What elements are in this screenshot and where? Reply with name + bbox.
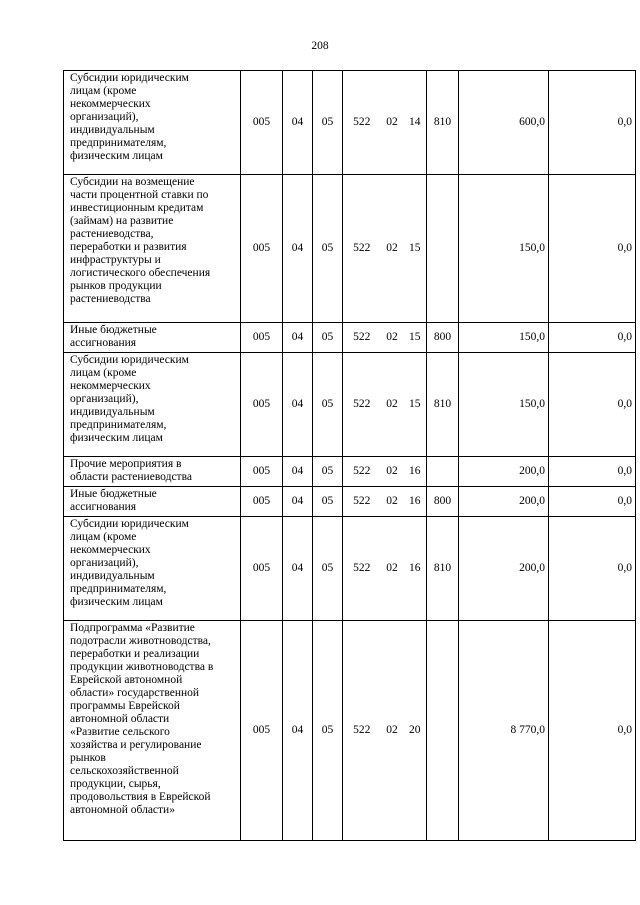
row-name-line: рынков продукции [70, 280, 162, 292]
row-name-line: инфраструктуры и [70, 254, 161, 266]
target-article-item: 15 [404, 353, 427, 457]
target-article-program: 522 [343, 71, 381, 175]
row-name-line: Субсидии юридическим [70, 518, 189, 530]
target-article-program: 522 [343, 323, 381, 353]
target-article-program: 522 [343, 517, 381, 621]
row-name-line: предпринимателям, [70, 137, 167, 149]
row-name-line: рынков [70, 752, 106, 764]
target-article-item: 20 [404, 621, 427, 841]
row-name-line: хозяйства и регулирование [70, 739, 202, 751]
section-code: 04 [283, 353, 313, 457]
row-name [64, 487, 241, 517]
amount-second: 0,0 [549, 517, 636, 621]
table-row [64, 517, 636, 621]
target-article-subprogram: 02 [381, 71, 404, 175]
ministry-code: 005 [241, 71, 283, 175]
expense-type-code [427, 457, 459, 487]
budget-table [63, 70, 636, 841]
row-name-line: программы Еврейской [70, 700, 180, 712]
row-name [64, 175, 241, 323]
table-row [64, 353, 636, 457]
row-name-line: лицам (кроме [70, 85, 137, 97]
row-name-line: некоммерческих [70, 98, 151, 110]
amount: 600,0 [459, 71, 549, 175]
section-code: 04 [283, 175, 313, 323]
row-name-line: лицам (кроме [70, 531, 137, 543]
target-article-subprogram: 02 [381, 621, 404, 841]
row-name-line: Иные бюджетные [70, 324, 157, 336]
table-row [64, 457, 636, 487]
expense-type-code: 800 [427, 323, 459, 353]
amount-second: 0,0 [549, 71, 636, 175]
row-name-line: Подпрограмма «Развитие [70, 622, 195, 634]
subsection-code: 05 [313, 71, 343, 175]
row-name-line: Иные бюджетные [70, 488, 157, 500]
row-name-line: лицам (кроме [70, 367, 137, 379]
target-article-item: 14 [404, 71, 427, 175]
target-article-item: 15 [404, 175, 427, 323]
target-article-item: 16 [404, 457, 427, 487]
row-name-line: индивидуальным [70, 406, 155, 418]
row-name-line: Субсидии юридическим [70, 72, 189, 84]
section-code: 04 [283, 71, 313, 175]
amount: 200,0 [459, 487, 549, 517]
row-name-line: некоммерческих [70, 544, 151, 556]
ministry-code: 005 [241, 487, 283, 517]
subsection-code: 05 [313, 175, 343, 323]
target-article-program: 522 [343, 621, 381, 841]
row-name-line: сельскохозяйственной [70, 765, 179, 777]
row-name-line: продукции животноводства в [70, 661, 214, 673]
target-article-subprogram: 02 [381, 353, 404, 457]
amount: 200,0 [459, 457, 549, 487]
ministry-code: 005 [241, 457, 283, 487]
row-name [64, 353, 241, 457]
row-name-line: части процентной ставки по [70, 189, 209, 201]
ministry-code: 005 [241, 323, 283, 353]
row-name [64, 71, 241, 175]
expense-type-code: 810 [427, 353, 459, 457]
target-article-item: 16 [404, 517, 427, 621]
target-article-program: 522 [343, 353, 381, 457]
row-name-line: (займам) на развитие [70, 215, 174, 227]
row-name-line: растениеводства [70, 293, 151, 305]
row-name-line: Еврейской автономной [70, 674, 183, 686]
row-name-line: физическим лицам [70, 150, 163, 162]
row-name [64, 457, 241, 487]
table-row [64, 175, 636, 323]
row-name-line: индивидуальным [70, 124, 155, 136]
amount-second: 0,0 [549, 175, 636, 323]
expense-type-code [427, 621, 459, 841]
row-name-line: физическим лицам [70, 596, 163, 608]
row-name-line: автономной области» [70, 804, 175, 816]
amount-second: 0,0 [549, 353, 636, 457]
section-code: 04 [283, 517, 313, 621]
target-article-program: 522 [343, 487, 381, 517]
expense-type-code: 810 [427, 71, 459, 175]
section-code: 04 [283, 487, 313, 517]
row-name-line: Прочие мероприятия в [70, 458, 182, 470]
table-row [64, 487, 636, 517]
amount-second: 0,0 [549, 487, 636, 517]
target-article-subprogram: 02 [381, 517, 404, 621]
subsection-code: 05 [313, 487, 343, 517]
target-article-subprogram: 02 [381, 323, 404, 353]
table-row [64, 323, 636, 353]
row-name-line: продовольствия в Еврейской [70, 791, 211, 803]
expense-type-code: 800 [427, 487, 459, 517]
table-row [64, 621, 636, 841]
row-name-line: Субсидии юридическим [70, 354, 189, 366]
page-number: 208 [311, 40, 329, 52]
row-name-line: Субсидии на возмещение [70, 176, 195, 188]
row-name-line: «Развитие сельского [70, 726, 170, 738]
amount: 200,0 [459, 517, 549, 621]
row-name-line: переработки и развития [70, 241, 187, 253]
row-name-line: логистического обеспечения [70, 267, 211, 279]
row-name-line: переработки и реализации [70, 648, 200, 660]
row-name [64, 323, 241, 353]
ministry-code: 005 [241, 353, 283, 457]
amount: 150,0 [459, 353, 549, 457]
target-article-subprogram: 02 [381, 487, 404, 517]
amount: 150,0 [459, 175, 549, 323]
expense-type-code [427, 175, 459, 323]
expense-type-code: 810 [427, 517, 459, 621]
target-article-subprogram: 02 [381, 457, 404, 487]
section-code: 04 [283, 323, 313, 353]
row-name-line: организаций), [70, 557, 139, 569]
row-name-line: продукции, сырья, [70, 778, 161, 790]
row-name-line: области» государственной [70, 687, 200, 699]
amount: 150,0 [459, 323, 549, 353]
subsection-code: 05 [313, 353, 343, 457]
amount-second: 0,0 [549, 323, 636, 353]
row-name-line: некоммерческих [70, 380, 151, 392]
row-name-line: области растениеводства [70, 471, 192, 483]
subsection-code: 05 [313, 457, 343, 487]
row-name-line: организаций), [70, 111, 139, 123]
target-article-item: 15 [404, 323, 427, 353]
row-name [64, 517, 241, 621]
amount: 8 770,0 [459, 621, 549, 841]
row-name [64, 621, 241, 841]
ministry-code: 005 [241, 621, 283, 841]
ministry-code: 005 [241, 517, 283, 621]
row-name-line: подотрасли животноводства, [70, 635, 211, 647]
subsection-code: 05 [313, 517, 343, 621]
row-name-line: инвестиционным кредитам [70, 202, 204, 214]
target-article-program: 522 [343, 457, 381, 487]
row-name-line: индивидуальным [70, 570, 155, 582]
row-name-line: автономной области [70, 713, 170, 725]
row-name-line: физическим лицам [70, 432, 163, 444]
table-row [64, 71, 636, 175]
target-article-subprogram: 02 [381, 175, 404, 323]
amount-second: 0,0 [549, 621, 636, 841]
row-name-line: предпринимателям, [70, 419, 167, 431]
ministry-code: 005 [241, 175, 283, 323]
row-name-line: растениеводства, [70, 228, 154, 240]
section-code: 04 [283, 621, 313, 841]
target-article-item: 16 [404, 487, 427, 517]
subsection-code: 05 [313, 323, 343, 353]
row-name-line: ассигнования [70, 501, 137, 513]
row-name-line: предпринимателям, [70, 583, 167, 595]
row-name-line: организаций), [70, 393, 139, 405]
section-code: 04 [283, 457, 313, 487]
amount-second: 0,0 [549, 457, 636, 487]
target-article-program: 522 [343, 175, 381, 323]
subsection-code: 05 [313, 621, 343, 841]
row-name-line: ассигнования [70, 337, 137, 349]
